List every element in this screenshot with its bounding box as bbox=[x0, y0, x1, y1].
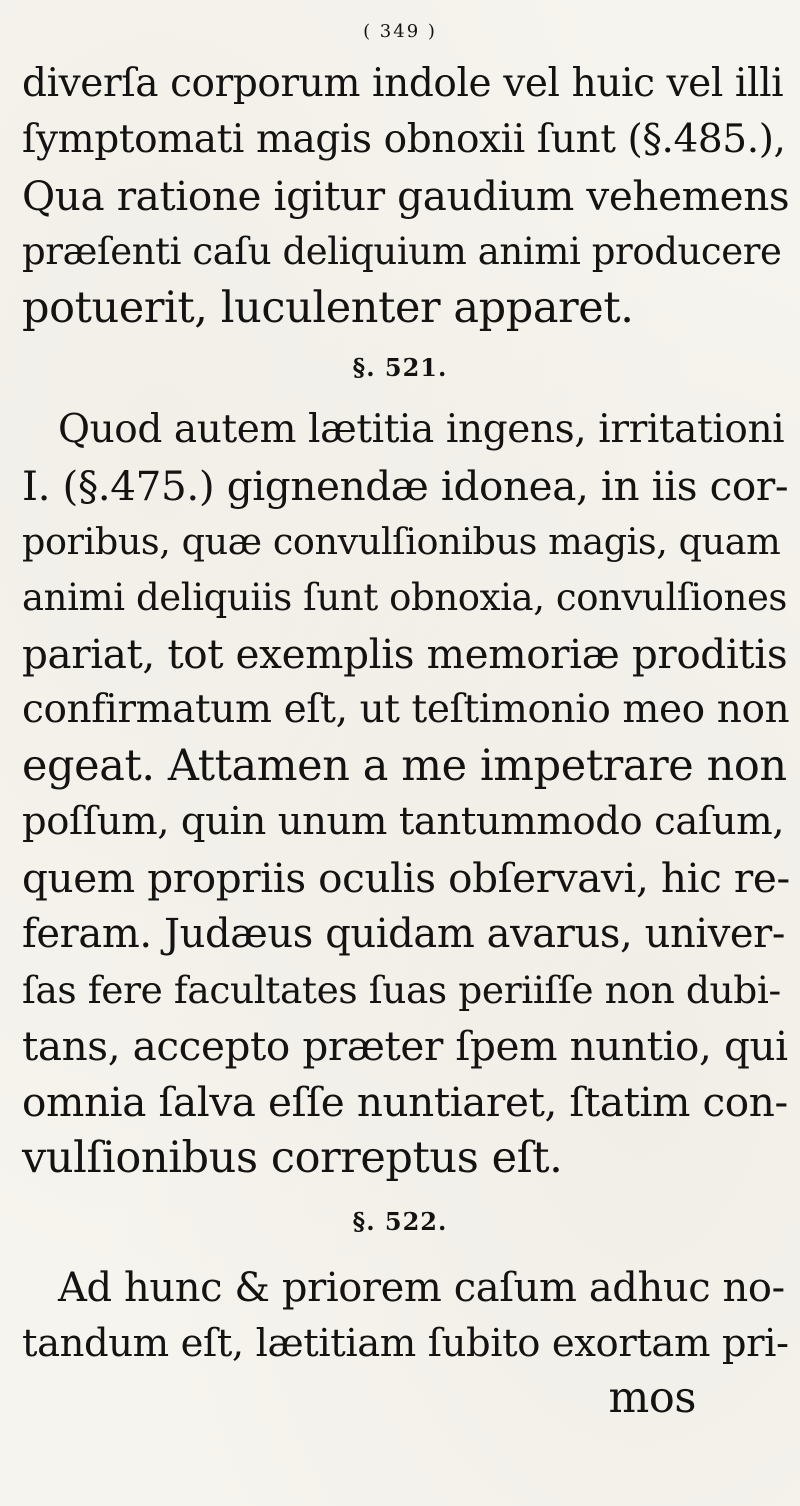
text-line: Quod autem lætitia ingens, irritationi bbox=[58, 407, 785, 452]
text-line: Qua ratione igitur gaudium vehemens bbox=[22, 172, 790, 220]
text-line: potuerit, luculenter apparet. bbox=[22, 283, 634, 333]
text-line: poſſum, quin unum tantummodo caſum, bbox=[22, 799, 785, 844]
text-line: præſenti caſu deliquium animi producere bbox=[22, 230, 782, 273]
text-line: vulſionibus correptus eſt. bbox=[22, 1133, 563, 1183]
text-line: poribus, quæ convulſionibus magis, quam bbox=[22, 520, 781, 563]
page-number: ( 349 ) bbox=[363, 21, 437, 42]
text-line: quem propriis oculis obſervavi, hic re- bbox=[22, 854, 790, 902]
text-line: omnia ſalva eſſe nuntiaret, ſtatim con- bbox=[22, 1078, 788, 1126]
text-line: confirmatum eſt, ut teſtimonio meo non bbox=[22, 687, 790, 732]
section-heading: §. 522. bbox=[352, 1207, 448, 1236]
text-line: ſas fere facultates ſuas periiſſe non dubi- bbox=[22, 968, 781, 1012]
text-line: animi deliquiis ſunt obnoxia, convulſiones bbox=[22, 576, 788, 619]
text-line: pariat, tot exemplis memoriæ proditis bbox=[22, 630, 788, 678]
section-heading: §. 521. bbox=[352, 353, 448, 382]
text-line: egeat. Attamen a me impetrare non bbox=[22, 741, 787, 791]
text-line: Ad hunc & priorem caſum adhuc no- bbox=[58, 1265, 785, 1311]
text-line: I. (§.475.) gignendæ idonea, in iis cor- bbox=[22, 462, 789, 510]
catchword: mos bbox=[608, 1373, 696, 1423]
text-line: tans, accepto præter ſpem nuntio, qui bbox=[22, 1022, 788, 1070]
text-line: feram. Judæus quidam avarus, univer- bbox=[22, 911, 786, 957]
text-line: tandum eſt, lætitiam ſubito exortam pri- bbox=[22, 1321, 789, 1366]
text-line: diverſa corporum indole vel huic vel illi bbox=[22, 61, 784, 106]
text-line: ſymptomati magis obnoxii ſunt (§.485.), bbox=[22, 117, 786, 162]
